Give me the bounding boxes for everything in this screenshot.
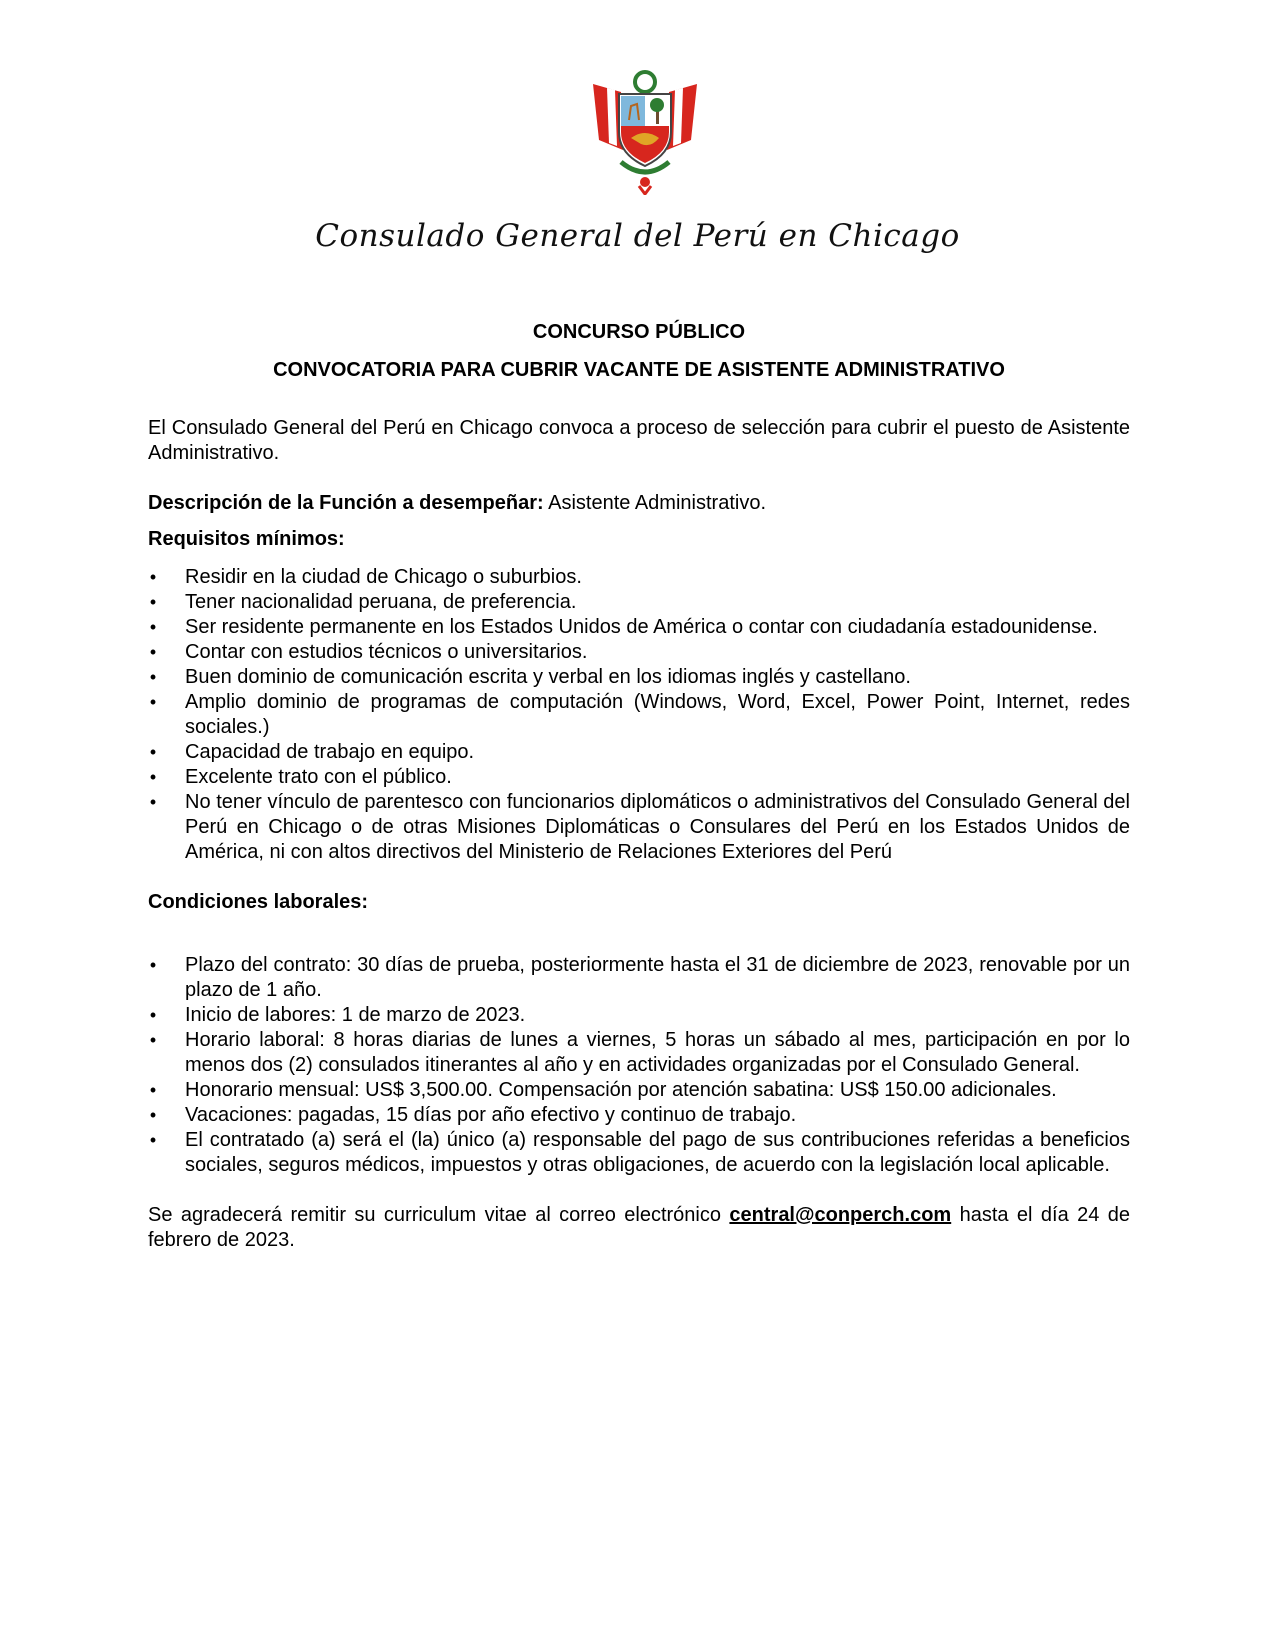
function-description <box>148 491 1130 516</box>
requirements-list <box>148 565 1130 865</box>
document-body <box>148 320 1130 1253</box>
bullet-icon: • <box>149 1080 157 1100</box>
conditions-heading: Condiciones laborales: <box>148 891 369 913</box>
bullet-icon: • <box>149 1130 157 1150</box>
list-item: • Buen dominio de comunicación escrita y verbal en los idiomas inglés y castellano. <box>149 666 911 688</box>
bullet-icon: • <box>149 667 157 687</box>
bullet-icon: • <box>149 642 157 662</box>
list-item: • No tener vínculo de parentesco con funcionarios diplomáticos o administrativos del Consulado General del Perú en Chicago o de otras Misiones Diplomáticas o Consulares del Perú en los Estados Unidos de América, ni con altos directivos del Ministerio de Relaciones Exteriores del Perú <box>149 791 1130 863</box>
closing-paragraph: Se agradecerá remitir su curriculum vitae al correo electrónico central@conperch.com hasta el día 24 de febrero de 2023. <box>148 1204 1131 1251</box>
list-item: • Capacidad de trabajo en equipo. <box>149 741 475 763</box>
list-item: • Residir en la ciudad de Chicago o suburbios. <box>149 566 582 588</box>
bullet-icon: • <box>149 1105 157 1125</box>
bullet-icon: • <box>149 767 157 787</box>
page-title: CONCURSO PÚBLICO <box>532 321 746 343</box>
bullet-icon: • <box>149 792 157 812</box>
conditions-list <box>148 953 1130 1178</box>
email-link[interactable]: central@conperch.com <box>729 1204 952 1226</box>
requirements-heading: Requisitos mínimos: <box>148 528 345 550</box>
list-item: • Ser residente permanente en los Estados Unidos de América o contar con ciudadanía estadounidense. <box>149 616 1098 638</box>
list-item: • Plazo del contrato: 30 días de prueba, posteriormente hasta el 31 de diciembre de 2023, renovable por un plazo de 1 año. <box>149 954 1130 1001</box>
list-item: • Amplio dominio de programas de computación (Windows, Word, Excel, Power Point, Internet, redes sociales.) <box>149 691 1130 738</box>
list-item: • Excelente trato con el público. <box>149 766 452 788</box>
peru-coat-of-arms-icon <box>585 70 705 195</box>
bullet-icon: • <box>149 1005 157 1025</box>
list-item: • Honorario mensual: US$ 3,500.00. Compensación por atención sabatina: US$ 150.00 adicionales. <box>149 1079 1057 1101</box>
list-item: • Horario laboral: 8 horas diarias de lunes a viernes, 5 horas un sábado al mes, participación en por lo menos dos (2) consulados itinerantes al año y en actividades organizadas por el Consulado General. <box>149 1029 1130 1076</box>
bullet-icon: • <box>149 617 157 637</box>
list-item: • Vacaciones: pagadas, 15 días por año efectivo y continuo de trabajo. <box>149 1104 797 1126</box>
letterhead-office-name: Consulado General del Perú en Chicago <box>315 218 960 254</box>
list-item: • Tener nacionalidad peruana, de preferencia. <box>149 591 577 613</box>
function-description-value: Asistente Administrativo. <box>548 492 766 514</box>
list-item: • Contar con estudios técnicos o universitarios. <box>149 641 588 663</box>
bullet-icon: • <box>149 567 157 587</box>
intro-paragraph: El Consulado General del Perú en Chicago convoca a proceso de selección para cubrir el puesto de Asistente Administrativo. <box>148 417 1130 464</box>
bullet-icon: • <box>149 955 157 975</box>
list-item: • El contratado (a) será el (la) único (a) responsable del pago de sus contribuciones referidas a beneficios sociales, seguros médicos, impuestos y otras obligaciones, de acuerdo con la legislación local aplicable. <box>149 1129 1130 1176</box>
function-description-label: Descripción de la Función a desempeñar: <box>148 492 544 514</box>
bullet-icon: • <box>149 692 157 712</box>
page-subtitle: CONVOCATORIA PARA CUBRIR VACANTE DE ASISTENTE ADMINISTRATIVO <box>273 359 1005 381</box>
bullet-icon: • <box>149 742 157 762</box>
bullet-icon: • <box>149 592 157 612</box>
list-item: • Inicio de labores: 1 de marzo de 2023. <box>149 1004 526 1026</box>
bullet-icon: • <box>149 1030 157 1050</box>
